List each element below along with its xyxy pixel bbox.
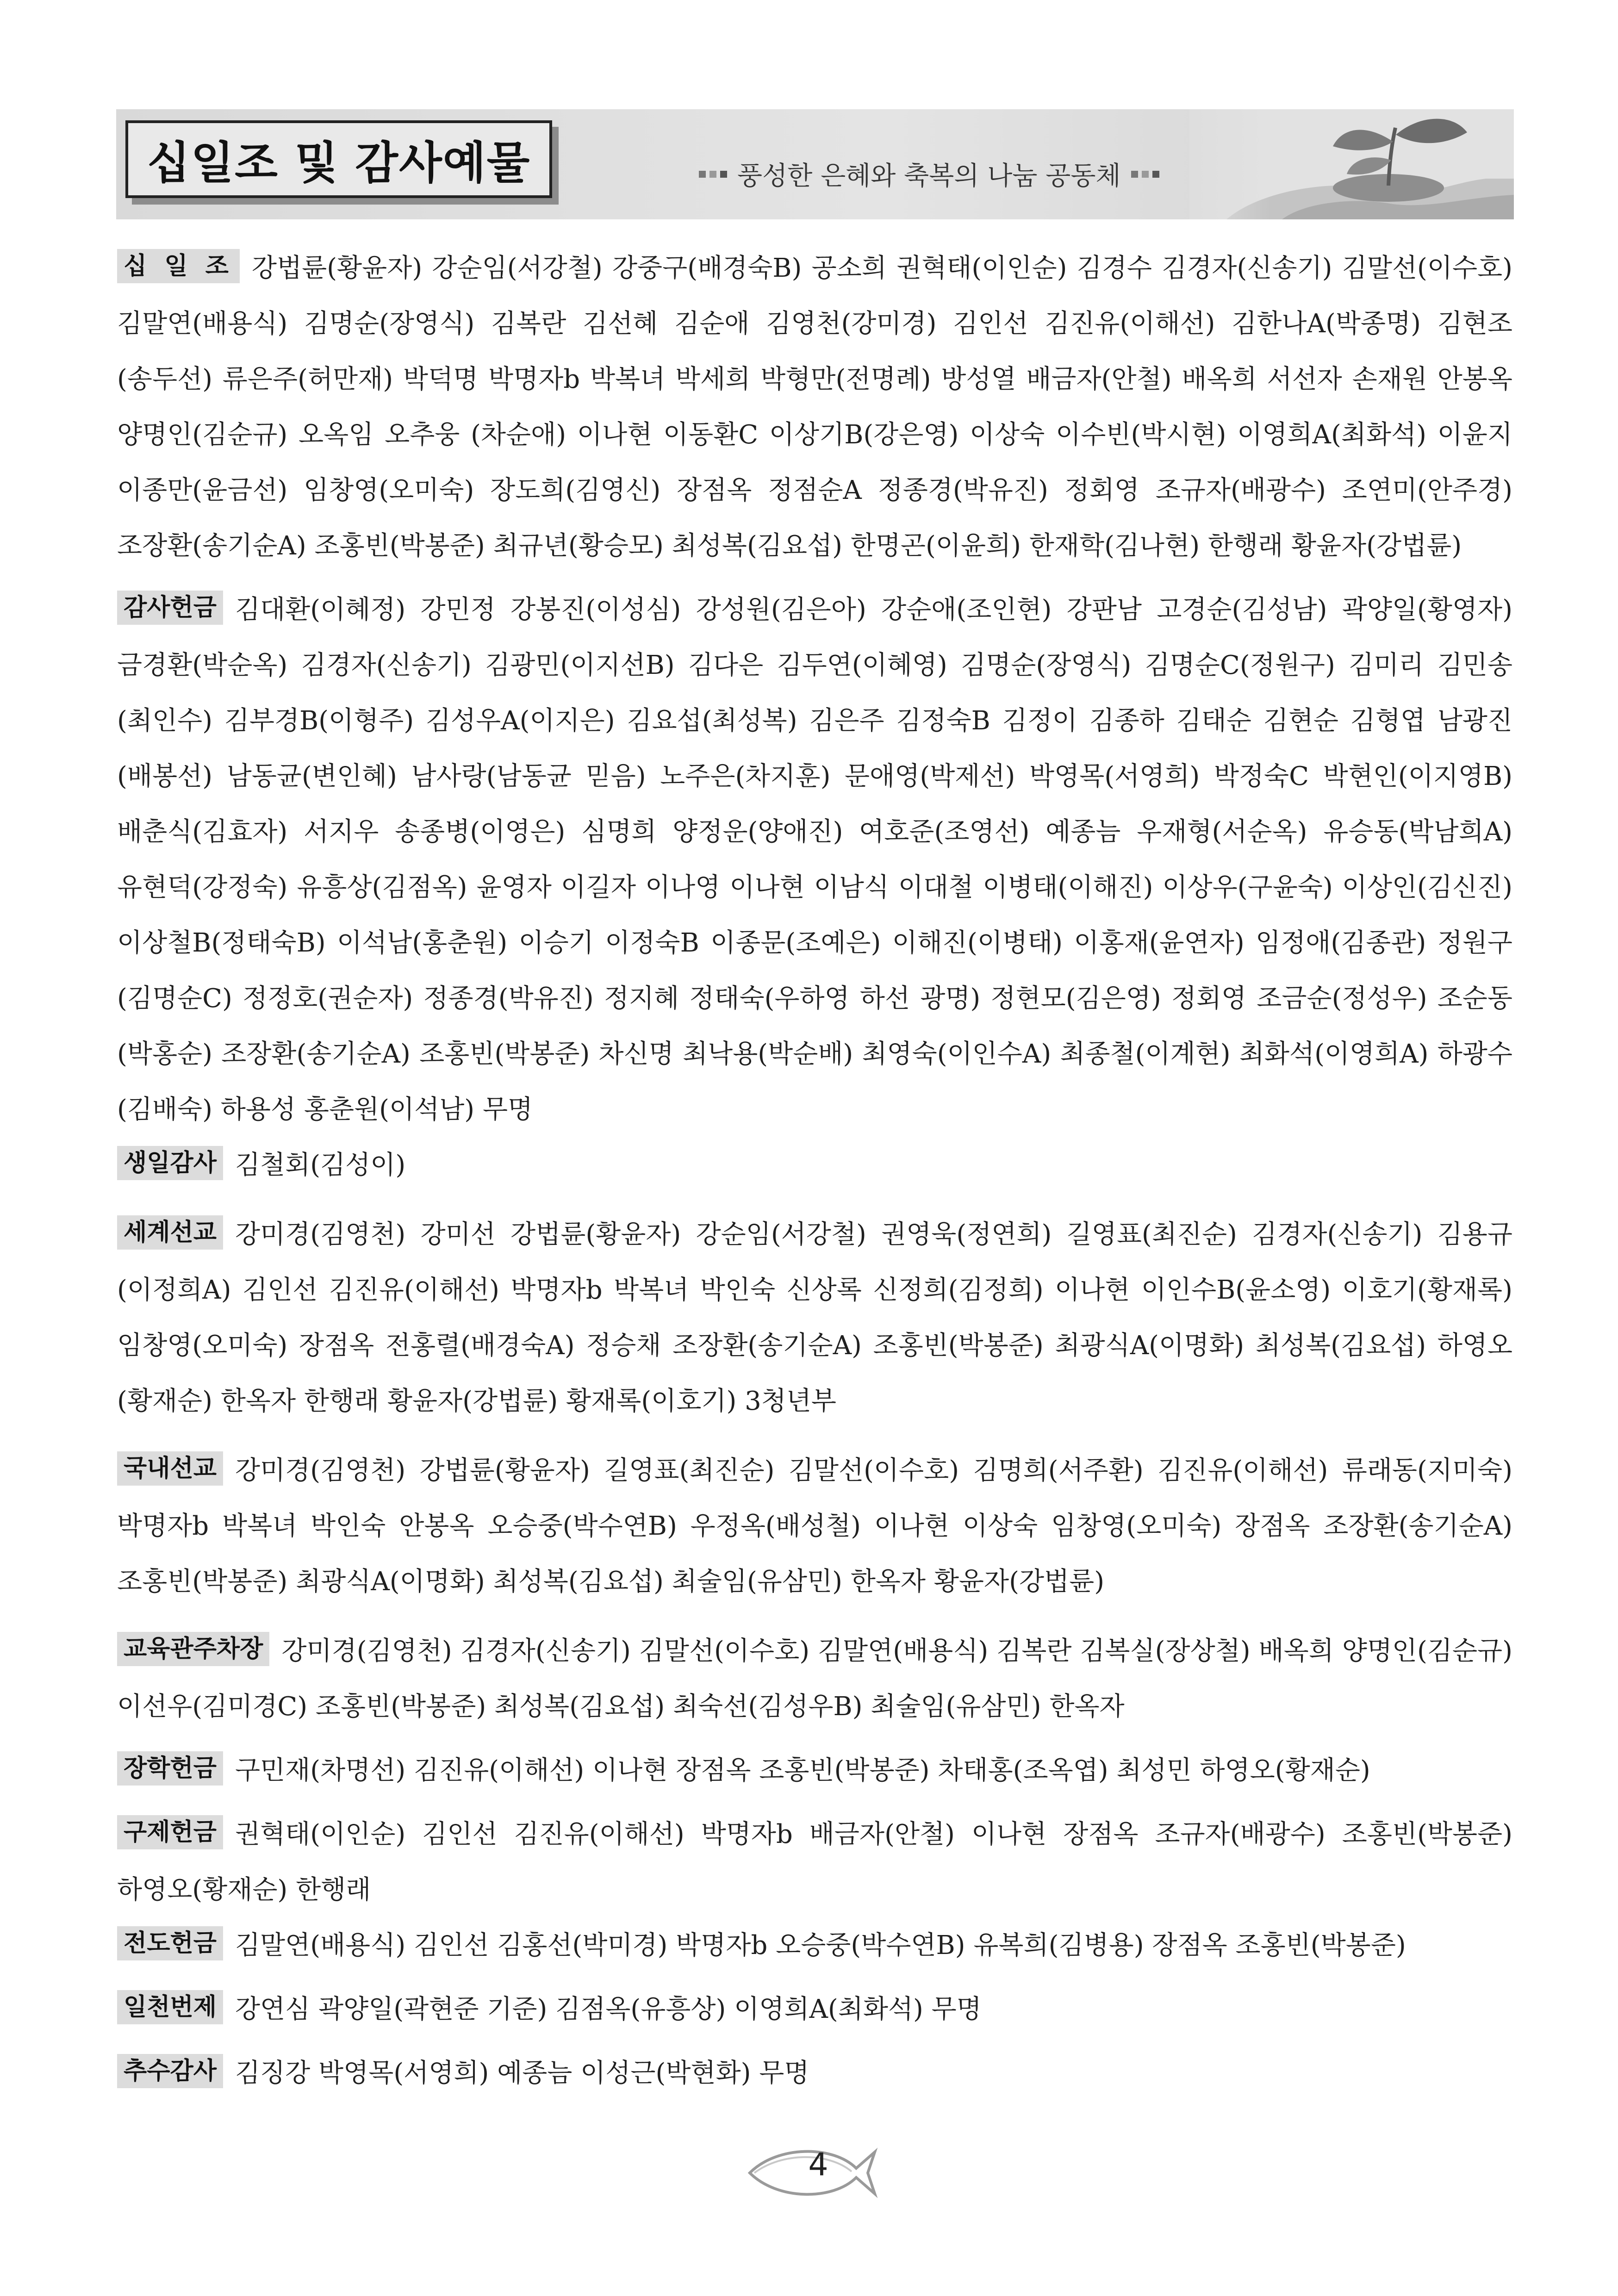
section-names: 강미경(김영천) 김경자(신송기) 김말선(이수호) 김말연(배용식) 김복란 김복실(장상철) 배옥희 양명인(김순규) 이선우(김미경C) 조홍빈(박봉준) 최성복(김요섭) 최숙선(김성우B) 최술임(유삼민) 한옥자 xyxy=(117,1636,1512,1722)
section-label: 일천번제 xyxy=(117,1990,223,2024)
section-birthday-thanks xyxy=(117,1138,1512,1193)
section-evangelism-offering xyxy=(117,1918,1512,1973)
section-world-mission xyxy=(117,1207,1512,1429)
section-relief-offering xyxy=(117,1807,1512,1918)
section-education-parking xyxy=(117,1624,1512,1735)
subtitle-text: 풍성한 은혜와 축복의 나눔 공동체 xyxy=(737,161,1121,191)
section-label: 구제헌금 xyxy=(117,1815,223,1849)
section-names: 김대환(이혜정) 강민정 강봉진(이성심) 강성원(김은아) 강순애(조인현) 강판남 고경순(김성남) 곽양일(황영자) 금경환(박순옥) 김경자(신송기) 김광민(이지선B) 김다은 김두연(이혜영) 김명순(장영식) 김명순C(정원구) 김미리 김민송(최인수) 김부경B(이형주) 김성우A(이지은) 김요섭(최성복) 김은주 김정숙B 김정이 김종하 김태순 김현순 김형엽 남광진(배봉선) 남동균(변인혜) 남사랑(남동균 믿음) 노주은(차지훈) 문애영(박제선) 박영목(서영희) 박정숙C 박현인(이지영B) 배춘식(김효자) 서지우 송종병(이영은) 심명희 양정운(양애진) 여호준(조영선) 예종늠 우재형(서순옥) 유승동(박남희A) 유현덕(강정숙) 유흥상(김점옥) 윤영자 이길자 이나영 이나현 이남식 이대철 이병태(이해진) 이상우(구윤숙) 이상인(김신진) 이상철B(정태숙B) 이석남(홍춘원) 이승기 이정숙B 이종문(조예은) 이해진(이병태) 이홍재(윤연자) 임정애(김종관) 정원구(김명순C) 정정호(권순자) 정종경(박유진) 정지혜 정태숙(우하영 하선 광명) 정현모(김은영) 정회영 조금순(정성우) 조순동(박홍순) 조장환(송기순A) 조홍빈(박봉준) 차신명 최낙용(박순배) 최영숙(이인수A) 최종철(이계현) 최화석(이영희A) 하광수(김배숙) 하용성 홍춘원(이석남) 무명 xyxy=(117,595,1513,1125)
section-thousand-offerings xyxy=(117,1982,1512,2037)
subtitle xyxy=(699,156,1159,193)
section-names: 강미경(김영천) 강미선 강법륜(황윤자) 강순임(서강철) 권영욱(정연희) 길영표(최진순) 김경자(신송기) 김용규(이정희A) 김인선 김진유(이해선) 박명자b 박복녀 박인숙 신상록 신정희(김정희) 이나현 이인수B(윤소영) 이호기(황재록) 임창영(오미숙) 장점옥 전홍렬(배경숙A) 정승채 조장환(송기순A) 조홍빈(박봉준) 최광식A(이명화) 최성복(김요섭) 하영오(황재순) 한옥자 한행래 황윤자(강법륜) 황재록(이호기) 3청년부 xyxy=(117,1220,1512,1416)
section-names: 구민재(차명선) 김진유(이해선) 이나현 장점옥 조홍빈(박봉준) 차태홍(조옥엽) 최성민 하영오(황재순) xyxy=(235,1755,1370,1786)
section-names: 김철회(김성이) xyxy=(235,1150,406,1180)
section-label: 교육관주차장 xyxy=(117,1632,269,1666)
section-harvest-thanksgiving xyxy=(117,2046,1512,2101)
section-names: 권혁태(이인순) 김인선 김진유(이해선) 박명자b 배금자(안철) 이나현 장점옥 조규자(배광수) 조홍빈(박봉준) 하영오(황재순) 한행래 xyxy=(117,1819,1512,1905)
section-names: 강법륜(황윤자) 강순임(서강철) 강중구(배경숙B) 공소희 권혁태(이인순) 김경수 김경자(신송기) 김말선(이수호) 김말연(배용식) 김명순(장영식) 김복란 김선혜 김순애 김영천(강미경) 김인선 김진유(이해선) 김한나A(박종명) 김현조(송두선) 류은주(허만재) 박덕명 박명자b 박복녀 박세희 박형만(전명례) 방성열 배금자(안철) 배옥희 서선자 손재원 안봉옥 양명인(김순규) 오옥임 오추웅 (차순애) 이나현 이동환C 이상기B(강은영) 이상숙 이수빈(박시현) 이영희A(최화석) 이윤지 이종만(윤금선) 임창영(오미숙) 장도희(김영신) 장점옥 정점순A 정종경(박유진) 정회영 조규자(배광수) 조연미(안주경) 조장환(송기순A) 조홍빈(박봉준) 최규년(황승모) 최성복(김요섭) 한명곤(이윤희) 한재학(김나현) 한행래 황윤자(강법륜) xyxy=(117,253,1512,561)
section-label: 생일감사 xyxy=(117,1146,223,1180)
offering-list xyxy=(117,241,1512,2101)
section-thanksgiving-offering xyxy=(117,582,1512,1138)
section-names: 김징강 박영목(서영희) 예종늠 이성근(박현화) 무명 xyxy=(235,2058,809,2088)
section-label: 국내선교 xyxy=(117,1451,223,1486)
decorative-squares-icon xyxy=(1131,171,1159,178)
section-names: 강미경(김영천) 강법륜(황윤자) 길영표(최진순) 김말선(이수호) 김명희(서주환) 김진유(이해선) 류래동(지미숙) 박명자b 박복녀 박인숙 안봉옥 오승중(박수연B) 우정옥(배성철) 이나현 이상숙 임창영(오미숙) 장점옥 조장환(송기순A) 조홍빈(박봉준) 최광식A(이명화) 최성복(김요섭) 최술임(유삼민) 한옥자 황윤자(강법륜) xyxy=(117,1456,1512,1597)
title-box xyxy=(125,120,552,198)
section-domestic-mission xyxy=(117,1443,1512,1610)
section-label: 십 일 조 xyxy=(117,249,240,283)
section-label: 전도헌금 xyxy=(117,1926,223,1960)
page-title: 십일조 및 감사예물 xyxy=(147,137,531,189)
decorative-squares-icon xyxy=(699,171,727,178)
section-label: 세계선교 xyxy=(117,1215,223,1250)
section-scholarship xyxy=(117,1743,1512,1798)
section-label: 장학헌금 xyxy=(117,1751,223,1786)
section-names: 김말연(배용식) 김인선 김홍선(박미경) 박명자b 오승중(박수연B) 유복희(김병용) 장점옥 조홍빈(박봉준) xyxy=(235,1930,1406,1960)
section-tithe xyxy=(117,241,1512,574)
section-label: 추수감사 xyxy=(117,2054,223,2088)
page-number: 4 xyxy=(808,2147,828,2183)
section-label: 감사헌금 xyxy=(117,591,223,625)
plant-in-hands-image xyxy=(1189,109,1514,219)
section-names: 강연심 곽양일(곽현준 기준) 김점옥(유흥상) 이영희A(최화석) 무명 xyxy=(235,1994,982,2024)
